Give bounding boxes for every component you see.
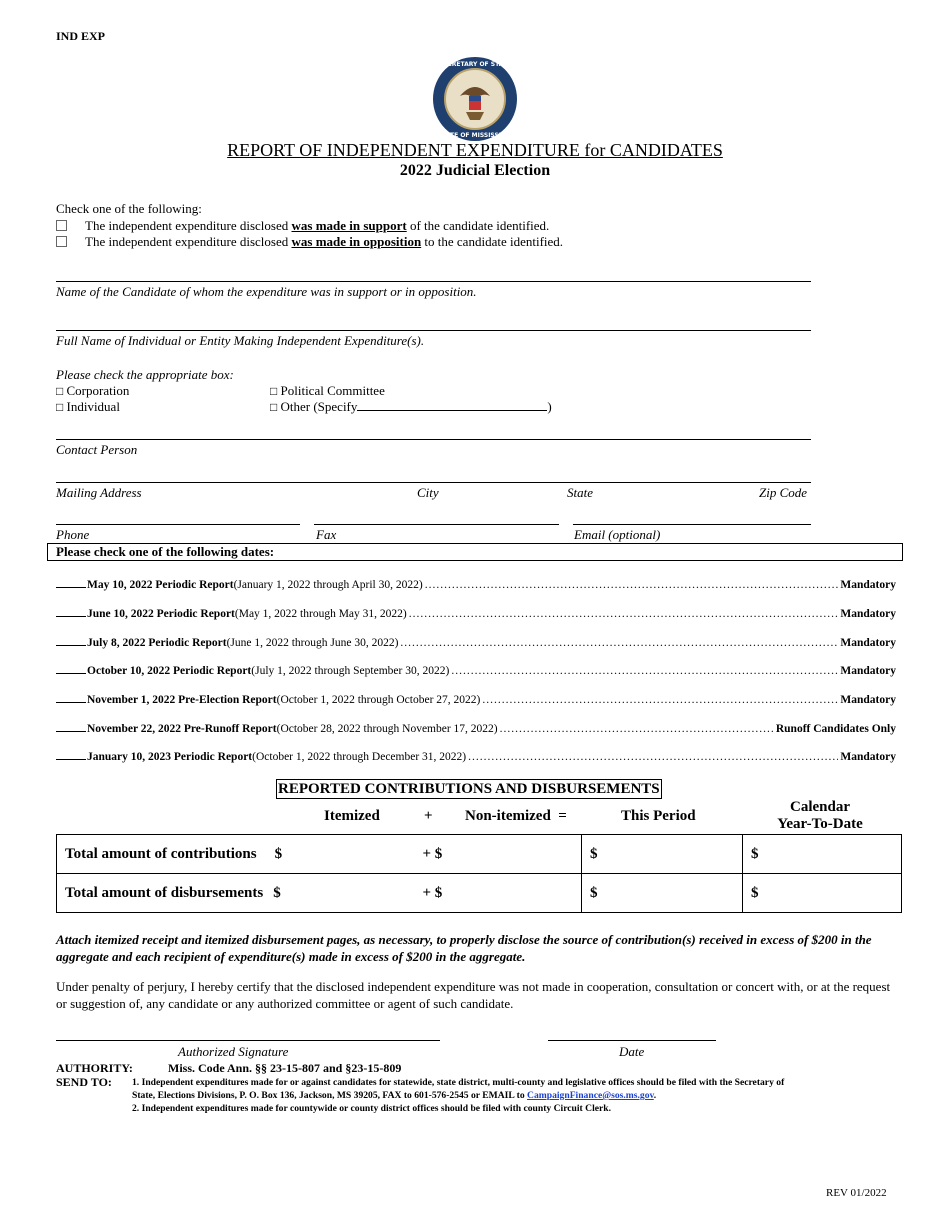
date-option-6[interactable]: January 10, 2023 Periodic Report (October 1, 2022 through December 31, 2022) ..... Mandatory xyxy=(56,749,896,765)
col-itemized: Itemized xyxy=(324,808,380,824)
date-option-3[interactable]: October 10, 2022 Periodic Report (July 1, 2022 through September 30, 2022) ..... Mandatory xyxy=(56,663,896,679)
phone-label: Phone xyxy=(56,527,90,542)
city-label: City xyxy=(417,485,439,500)
corporation-option[interactable]: □ Corporation xyxy=(56,383,130,398)
contact-person-field[interactable] xyxy=(56,439,811,440)
svg-text:STATE OF MISSISSIPPI: STATE OF MISSISSIPPI xyxy=(437,132,513,139)
signature-field[interactable] xyxy=(56,1040,440,1041)
totals-table xyxy=(56,834,902,913)
send-to-instructions: 1. Independent expenditures made for or against candidates for statewide, state district, multi-county and legislative offices should be filed with the Secretary of State, Elections Divisions, P. O. Box 136, Jackson, MS 39205, FAX to 601-576-2545 or EMAIL to CampaignFinance@sos.ms.gov. 2. Independent expenditures made for countywide or county district offices should be filed with county Circuit Clerk. xyxy=(132,1077,785,1114)
disbursements-itemized-cell[interactable]: Total amount of disbursements $ + $ xyxy=(57,874,582,913)
date-check-blank[interactable] xyxy=(56,606,86,617)
fax-label: Fax xyxy=(316,527,337,542)
col-this-period: This Period xyxy=(621,808,696,824)
date-check-blank[interactable] xyxy=(56,749,86,760)
disbursements-this-period-cell[interactable]: $ xyxy=(582,874,743,913)
state-label: State xyxy=(567,485,593,500)
fax-field[interactable] xyxy=(314,524,559,525)
mailing-address-label: Mailing Address xyxy=(56,485,142,500)
date-option-0[interactable]: May 10, 2022 Periodic Report (January 1, 2022 through April 30, 2022) ..... Mandatory xyxy=(56,577,896,593)
email-label: Email (optional) xyxy=(574,527,661,542)
political-committee-checkbox-icon[interactable]: □ xyxy=(270,384,278,398)
individual-checkbox-icon[interactable]: □ xyxy=(56,400,64,414)
table-row xyxy=(57,835,902,874)
date-check-blank[interactable] xyxy=(56,692,86,703)
form-code: IND EXP xyxy=(56,29,106,43)
disbursements-ytd-cell[interactable]: $ xyxy=(743,874,902,913)
date-check-blank[interactable] xyxy=(56,577,86,588)
table-row xyxy=(57,874,902,913)
check-one-heading: Check one of the following: xyxy=(56,201,202,216)
date-option-1[interactable]: June 10, 2022 Periodic Report (May 1, 2022 through May 31, 2022) ..... Mandatory xyxy=(56,606,896,622)
date-check-blank[interactable] xyxy=(56,721,86,732)
opposition-option: The independent expenditure disclosed was made in opposition to the candidate identified. xyxy=(56,234,563,250)
dates-heading: Please check one of the following dates: xyxy=(47,543,903,561)
authority-label: AUTHORITY: xyxy=(56,1061,133,1075)
address-field[interactable] xyxy=(56,482,811,483)
date-option-4[interactable]: November 1, 2022 Pre-Election Report (October 1, 2022 through October 27, 2022) ..... Mandatory xyxy=(56,692,896,708)
date-option-2[interactable]: July 8, 2022 Periodic Report (June 1, 2022 through June 30, 2022) ..... Mandatory xyxy=(56,635,896,651)
opposition-checkbox[interactable] xyxy=(56,236,67,247)
contributions-heading: REPORTED CONTRIBUTIONS AND DISBURSEMENTS xyxy=(278,781,660,797)
page-subtitle: 2022 Judicial Election xyxy=(399,162,551,179)
contact-person-label: Contact Person xyxy=(56,442,138,457)
svg-text:SECRETARY OF STATE: SECRETARY OF STATE xyxy=(438,61,512,68)
support-option: The independent expenditure disclosed was made in support of the candidate identified. xyxy=(56,218,549,234)
support-checkbox[interactable] xyxy=(56,220,67,231)
contributions-itemized-cell[interactable]: Total amount of contributions $ + $ xyxy=(57,835,582,874)
zip-label: Zip Code xyxy=(759,485,808,500)
other-specify-field[interactable] xyxy=(357,400,547,411)
full-name-label: Full Name of Individual or Entity Making Independent Expenditure(s). xyxy=(56,333,425,348)
page-title: REPORT OF INDEPENDENT EXPENDITURE for CANDIDATES xyxy=(227,140,723,160)
candidate-name-field[interactable] xyxy=(56,281,811,282)
date-check-blank[interactable] xyxy=(56,635,86,646)
full-name-field[interactable] xyxy=(56,330,811,331)
entity-type-heading: Please check the appropriate box: xyxy=(56,367,234,382)
attach-note: Attach itemized receipt and itemized disbursement pages, as necessary, to properly disclose the source of contribution(s) received in excess of $200 in the aggregate and each recipient of expenditure(s) made in excess of $200 in the aggregate. xyxy=(56,932,872,964)
other-checkbox-icon[interactable]: □ xyxy=(270,400,278,414)
authority-text: Miss. Code Ann. §§ 23-15-807 and §23-15-809 xyxy=(168,1061,402,1075)
contributions-this-period-cell[interactable]: $ xyxy=(582,835,743,874)
revision-label: REV 01/2022 xyxy=(826,1187,887,1199)
other-option[interactable]: □ Other (Specify ) xyxy=(270,399,552,414)
corporation-checkbox-icon[interactable]: □ xyxy=(56,384,64,398)
date-field[interactable] xyxy=(548,1040,716,1041)
email-link[interactable]: CampaignFinance@sos.ms.gov xyxy=(527,1090,654,1101)
contributions-ytd-cell[interactable]: $ xyxy=(743,835,902,874)
state-seal-icon xyxy=(432,56,518,142)
email-field[interactable] xyxy=(573,524,811,525)
date-label: Date xyxy=(619,1044,645,1059)
individual-option[interactable]: □ Individual xyxy=(56,399,120,414)
send-to-label: SEND TO: xyxy=(56,1075,112,1089)
phone-field[interactable] xyxy=(56,524,300,525)
candidate-name-label: Name of the Candidate of whom the expenditure was in support or in opposition. xyxy=(56,284,477,299)
col-calendar-ytd: Calendar Year-To-Date xyxy=(777,799,863,832)
col-nonitemized: Non-itemized = xyxy=(465,808,567,824)
col-plus: + xyxy=(424,808,433,824)
signature-label: Authorized Signature xyxy=(178,1044,289,1059)
political-committee-option[interactable]: □ Political Committee xyxy=(270,383,385,398)
perjury-statement: Under penalty of perjury, I hereby certify that the disclosed independent expenditure was not made in cooperation, consultation or concert with, or at the request or suggestion of, any candidate or any authorized committee or agent of such candidate. xyxy=(56,979,891,1011)
date-option-5[interactable]: November 22, 2022 Pre-Runoff Report (October 28, 2022 through November 17, 2022) ..... Runoff Candidates Only xyxy=(56,721,896,737)
date-check-blank[interactable] xyxy=(56,663,86,674)
